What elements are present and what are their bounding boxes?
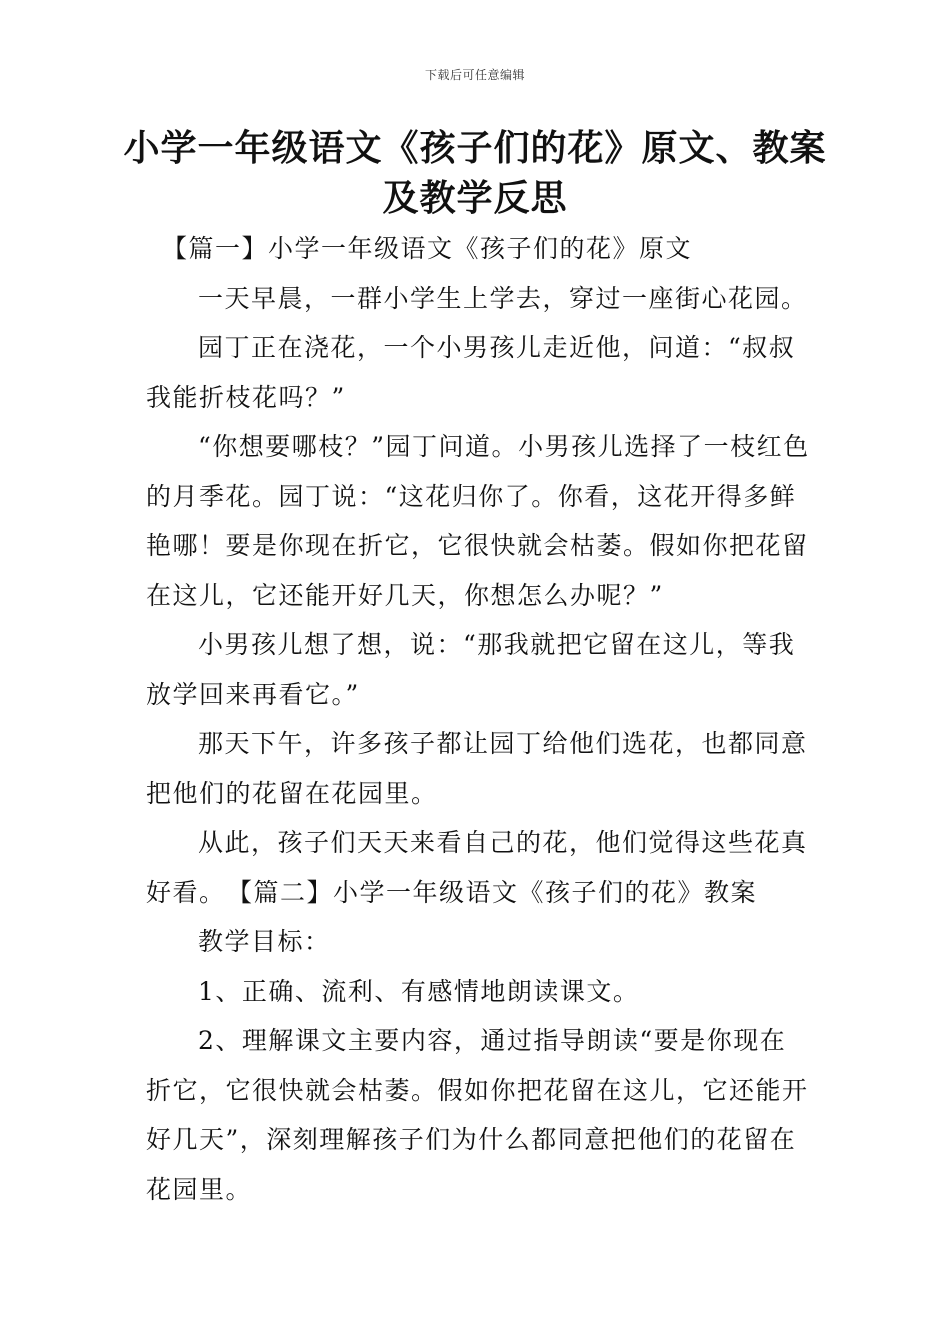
- paragraph: 园丁正在浇花，一个小男孩儿走近他，问道：“叔叔我能折枝花吗？”: [146, 333, 796, 412]
- paragraph: 小男孩儿想了想，说：“那我就把它留在这儿，等我放学回来再看它。”: [146, 630, 796, 709]
- paragraph: 2、理解课文主要内容，通过指导朗读“要是你现在折它，它很快就会枯萎。假如你把花留在这儿，它还能开好几天”，深刻理解孩子们为什么都同意把他们的花留在花园里。: [146, 1026, 809, 1204]
- paragraph: 从此，孩子们天天来看自己的花，他们觉得这些花真好看。 【篇二】小学一年级语文《孩子们的花》教案: [146, 828, 808, 907]
- paragraph: 那天下午，许多孩子都让园丁给他们选花，也都同意把他们的花留在花园里。: [146, 729, 808, 808]
- document-title: 小学一年级语文《孩子们的花》原文、教案及教学反思: [123, 128, 827, 219]
- paragraph: 教学目标：: [198, 927, 331, 956]
- paragraph: 一天早晨，一群小学生上学去，穿过一座街心花园。: [198, 283, 808, 313]
- header-note: 下载后可任意编辑: [424, 68, 525, 82]
- paragraph: “你想要哪枝？”园丁问道。小男孩儿选择了一枝红色的月季花。园丁说：“这花归你了。你看，这花开得多鲜艳哪！要是你现在折它，它很快就会枯萎。假如你把花留在这儿，它还能开好几天，你想怎么办呢？”: [146, 432, 810, 610]
- paragraph: 1、正确、流利、有感情地朗读课文。: [198, 976, 640, 1006]
- document-body: [146, 224, 810, 1214]
- section-heading: 【篇一】小学一年级语文《孩子们的花》原文: [162, 234, 693, 263]
